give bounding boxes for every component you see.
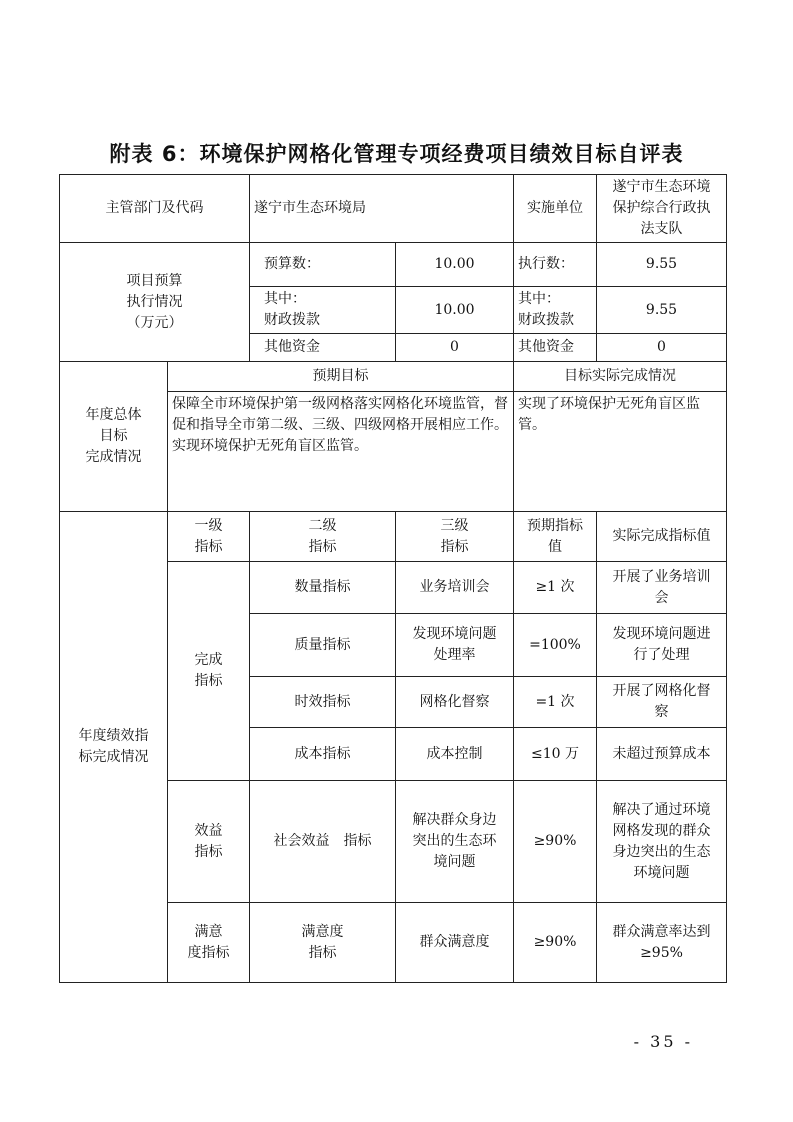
row-l3: 发现环境问题 处理率 — [396, 614, 514, 677]
actual-header: 目标实际完成情况 — [514, 362, 727, 392]
row-l2: 满意度 指标 — [250, 903, 396, 983]
exec-total-value: 9.55 — [597, 243, 727, 287]
expected-header: 预期目标 — [168, 362, 514, 392]
header-row — [60, 175, 727, 243]
row-target: ≥90% — [514, 781, 597, 903]
col-header-l3: 三级 指标 — [396, 512, 514, 562]
budget-row-total — [60, 243, 727, 287]
col-header-l2: 二级 指标 — [250, 512, 396, 562]
page-title: 附表 6：环境保护网格化管理专项经费项目绩效目标自评表 — [109, 142, 684, 166]
row-l3: 成本控制 — [396, 728, 514, 781]
row-target: =1 次 — [514, 677, 597, 728]
other-exec-value: 0 — [597, 334, 727, 362]
row-l3: 群众满意度 — [396, 903, 514, 983]
annual-header-row — [60, 362, 727, 392]
row-target: =100% — [514, 614, 597, 677]
row-l3: 业务培训会 — [396, 562, 514, 614]
row-actual: 群众满意率达到 ≥95% — [597, 903, 727, 983]
row-actual: 发现环境问题进 行了处理 — [597, 614, 727, 677]
row-l3: 解决群众身边 突出的生态环 境问题 — [396, 781, 514, 903]
group-completion: 完成 指标 — [168, 562, 250, 781]
impl-value: 遂宁市生态环境 保护综合行政执 法支队 — [597, 175, 727, 243]
actual-text: 实现了环境保护无死角盲区监管。 — [514, 392, 727, 512]
other-budget-value: 0 — [396, 334, 514, 362]
row-actual: 开展了网格化督 察 — [597, 677, 727, 728]
dept-value: 遂宁市生态环境局 — [250, 175, 514, 243]
exec-total-label: 执行数： — [514, 243, 597, 287]
budget-total-value: 10.00 — [396, 243, 514, 287]
fiscal-budget-value: 10.00 — [396, 287, 514, 334]
group-satisfaction: 满意 度指标 — [168, 903, 250, 983]
row-l2: 数量指标 — [250, 562, 396, 614]
other-budget-label: 其他资金 — [250, 334, 396, 362]
row-actual: 解决了通过环境 网格发现的群众 身边突出的生态 环境问题 — [597, 781, 727, 903]
performance-table — [59, 174, 727, 983]
row-l2: 社会效益 指标 — [250, 781, 396, 903]
group-benefit: 效益 指标 — [168, 781, 250, 903]
fiscal-exec-value: 9.55 — [597, 287, 727, 334]
fiscal-budget-label: 其中： 财政拨款 — [250, 287, 396, 334]
other-exec-label: 其他资金 — [514, 334, 597, 362]
col-header-l1: 一级 指标 — [168, 512, 250, 562]
row-l3: 网格化督察 — [396, 677, 514, 728]
page-number: - 35 - — [633, 1032, 693, 1051]
row-target: ≤10 万 — [514, 728, 597, 781]
col-header-actual: 实际完成指标值 — [597, 512, 727, 562]
row-l2: 时效指标 — [250, 677, 396, 728]
indicator-header-row — [60, 512, 727, 562]
row-actual: 未超过预算成本 — [597, 728, 727, 781]
col-header-target: 预期指标 值 — [514, 512, 597, 562]
annual-label: 年度总体 目标 完成情况 — [60, 362, 168, 512]
performance-label: 年度绩效指 标完成情况 — [60, 512, 168, 983]
dept-label: 主管部门及代码 — [60, 175, 250, 243]
budget-total-label: 预算数： — [250, 243, 396, 287]
row-actual: 开展了业务培训 会 — [597, 562, 727, 614]
row-l2: 质量指标 — [250, 614, 396, 677]
budget-label: 项目预算 执行情况 （万元） — [60, 243, 250, 362]
fiscal-exec-label: 其中： 财政拨款 — [514, 287, 597, 334]
row-l2: 成本指标 — [250, 728, 396, 781]
impl-label: 实施单位 — [514, 175, 597, 243]
expected-text: 保障全市环境保护第一级网格落实网格化环境监管，督促和指导全市第二级、三级、四级网格开展相应工作。实现环境保护无死角盲区监管。 — [168, 392, 514, 512]
row-target: ≥1 次 — [514, 562, 597, 614]
row-target: ≥90% — [514, 903, 597, 983]
